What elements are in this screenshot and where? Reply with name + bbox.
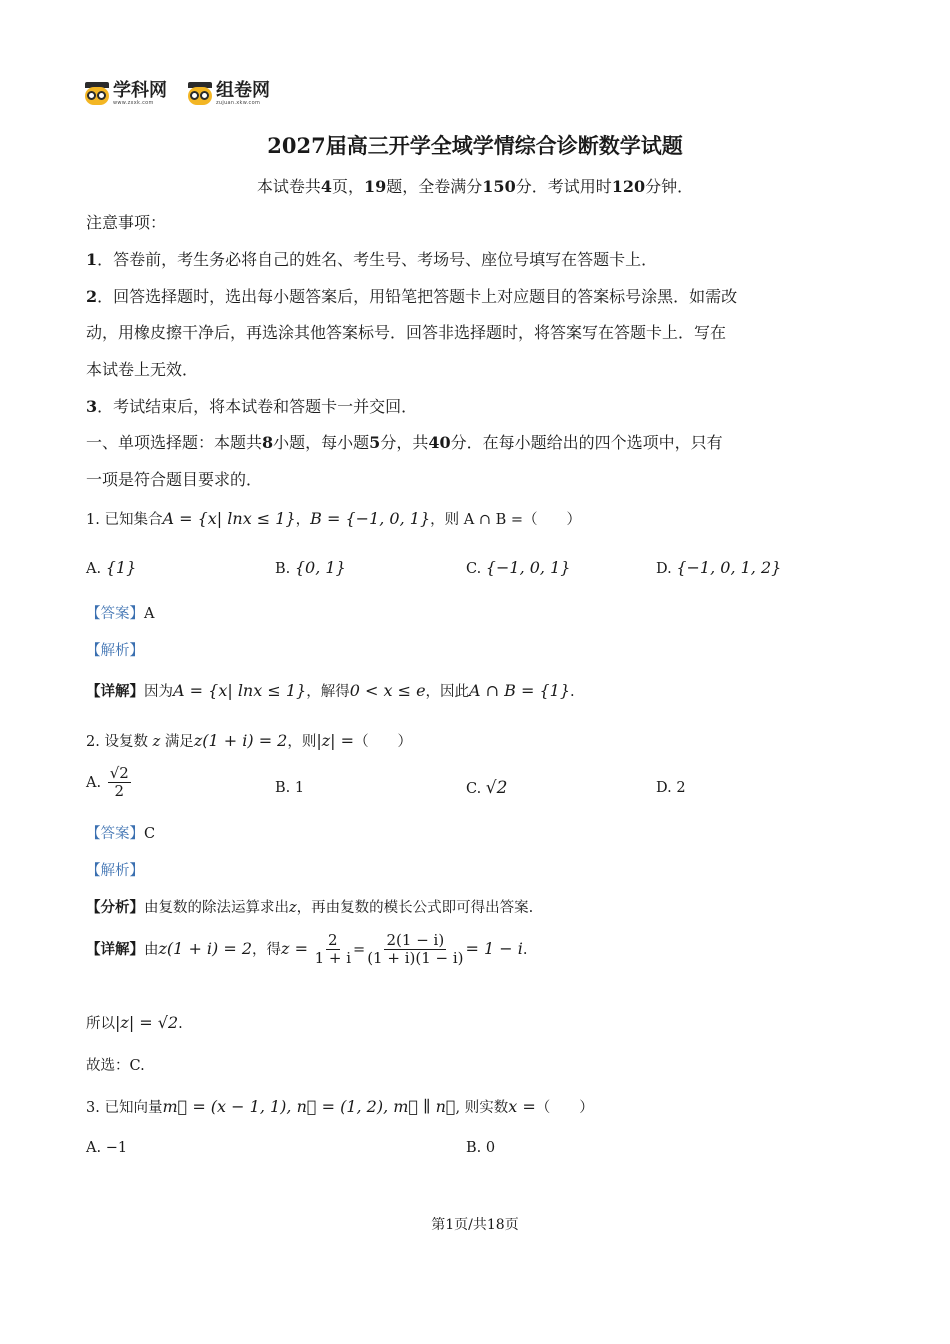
question-2-answer: 【答案】C <box>86 826 156 842</box>
section-heading-line-2: 一项是符合题目要求的． <box>86 470 263 489</box>
question-1-option-a: A. {1} <box>86 558 137 577</box>
logo-url: zujuan.xkw.com <box>216 100 261 106</box>
note-2-line-2: 动，用橡皮擦干净后，再选涂其他答案标号．回答非选择题时，将答案写在答题卡上．写在 <box>86 323 727 342</box>
question-2-conclusion: 所以|z| = √2. <box>86 1013 183 1032</box>
question-3-stem: 3. 已知向量m⃗ = (x − 1, 1), n⃗ = (1, 2), m⃗ ∥ n⃗, 则实数x =（ ） <box>86 1097 594 1116</box>
question-1-stem: 1. 已知集合A = {x| lnx ≤ 1}，B = {−1, 0, 1}，则 A ∩ B =（ ） <box>86 509 582 528</box>
logo-zxxk <box>84 82 167 106</box>
logo-name: 学科网 <box>113 80 167 101</box>
question-2-stem: 2. 设复数 z 满足z(1 + i) = 2，则|z| =（ ） <box>86 731 413 750</box>
page-footer: 第1页/共18页 <box>431 1217 519 1233</box>
question-2-fenxi: 【分析】由复数的除法运算求出z，再由复数的模长公式即可得出答案. <box>86 899 534 916</box>
owl-logo-icon <box>84 82 110 106</box>
question-1-option-d: D. {−1, 0, 1, 2} <box>656 558 782 577</box>
owl-logo-icon <box>187 82 213 106</box>
question-1-option-c: C. {−1, 0, 1} <box>466 558 571 577</box>
note-2-line-1: 2．回答选择题时，选出每小题答案后，用铅笔把答题卡上对应题目的答案标号涂黑．如需改 <box>86 287 738 306</box>
question-2-choice: 故选：C. <box>86 1058 145 1074</box>
exam-intro: 本试卷共4页，19题，全卷满分150分．考试用时120分钟． <box>256 177 694 196</box>
note-3: 3．考试结束后，将本试卷和答题卡一并交回． <box>86 397 418 416</box>
note-1: 1．答卷前，考生务必将自己的姓名、考生号、考场号、座位号填写在答题卡上． <box>86 250 658 269</box>
notes-heading: 注意事项： <box>86 213 167 232</box>
question-2-option-a: A. $\frac{√2}{2}$ <box>86 764 129 801</box>
question-2-option-d: D. 2 <box>656 780 686 796</box>
logo-zujuan <box>187 82 270 106</box>
logo-name: 组卷网 <box>216 80 270 101</box>
question-3-option-b: B. 0 <box>466 1140 496 1156</box>
question-1-analysis-tag: 【解析】 <box>86 643 144 659</box>
question-1-detail: 【详解】因为A = {x| lnx ≤ 1}，解得0 < x ≤ e，因此A ∩ B = {1}. <box>86 681 575 700</box>
page-title: 2027届高三开学全域学情综合诊断数学试题 <box>267 133 683 158</box>
note-2-line-3: 本试卷上无效． <box>86 360 199 379</box>
question-1-answer: 【答案】A <box>86 606 155 622</box>
question-3-option-a: A. −1 <box>86 1140 128 1156</box>
question-2-analysis-tag: 【解析】 <box>86 863 144 879</box>
question-1-option-b: B. {0, 1} <box>275 558 346 577</box>
section-heading-line-1: 一、单项选择题：本题共8小题，每小题5分，共40分．在每小题给出的四个选项中，只有 <box>86 433 723 452</box>
question-2-option-b: B. 1 <box>275 780 305 796</box>
question-2-detail: 【详解】由z(1 + i) = 2，得z = $\frac{2}{1 + i}$ = $\frac{2(1 - i)}{(1 + i)(1 - i)}$ = 1 − i. <box>86 931 528 968</box>
logo-url: www.zxxk.com <box>113 100 154 106</box>
question-2-option-c: C. √2 <box>466 778 508 798</box>
